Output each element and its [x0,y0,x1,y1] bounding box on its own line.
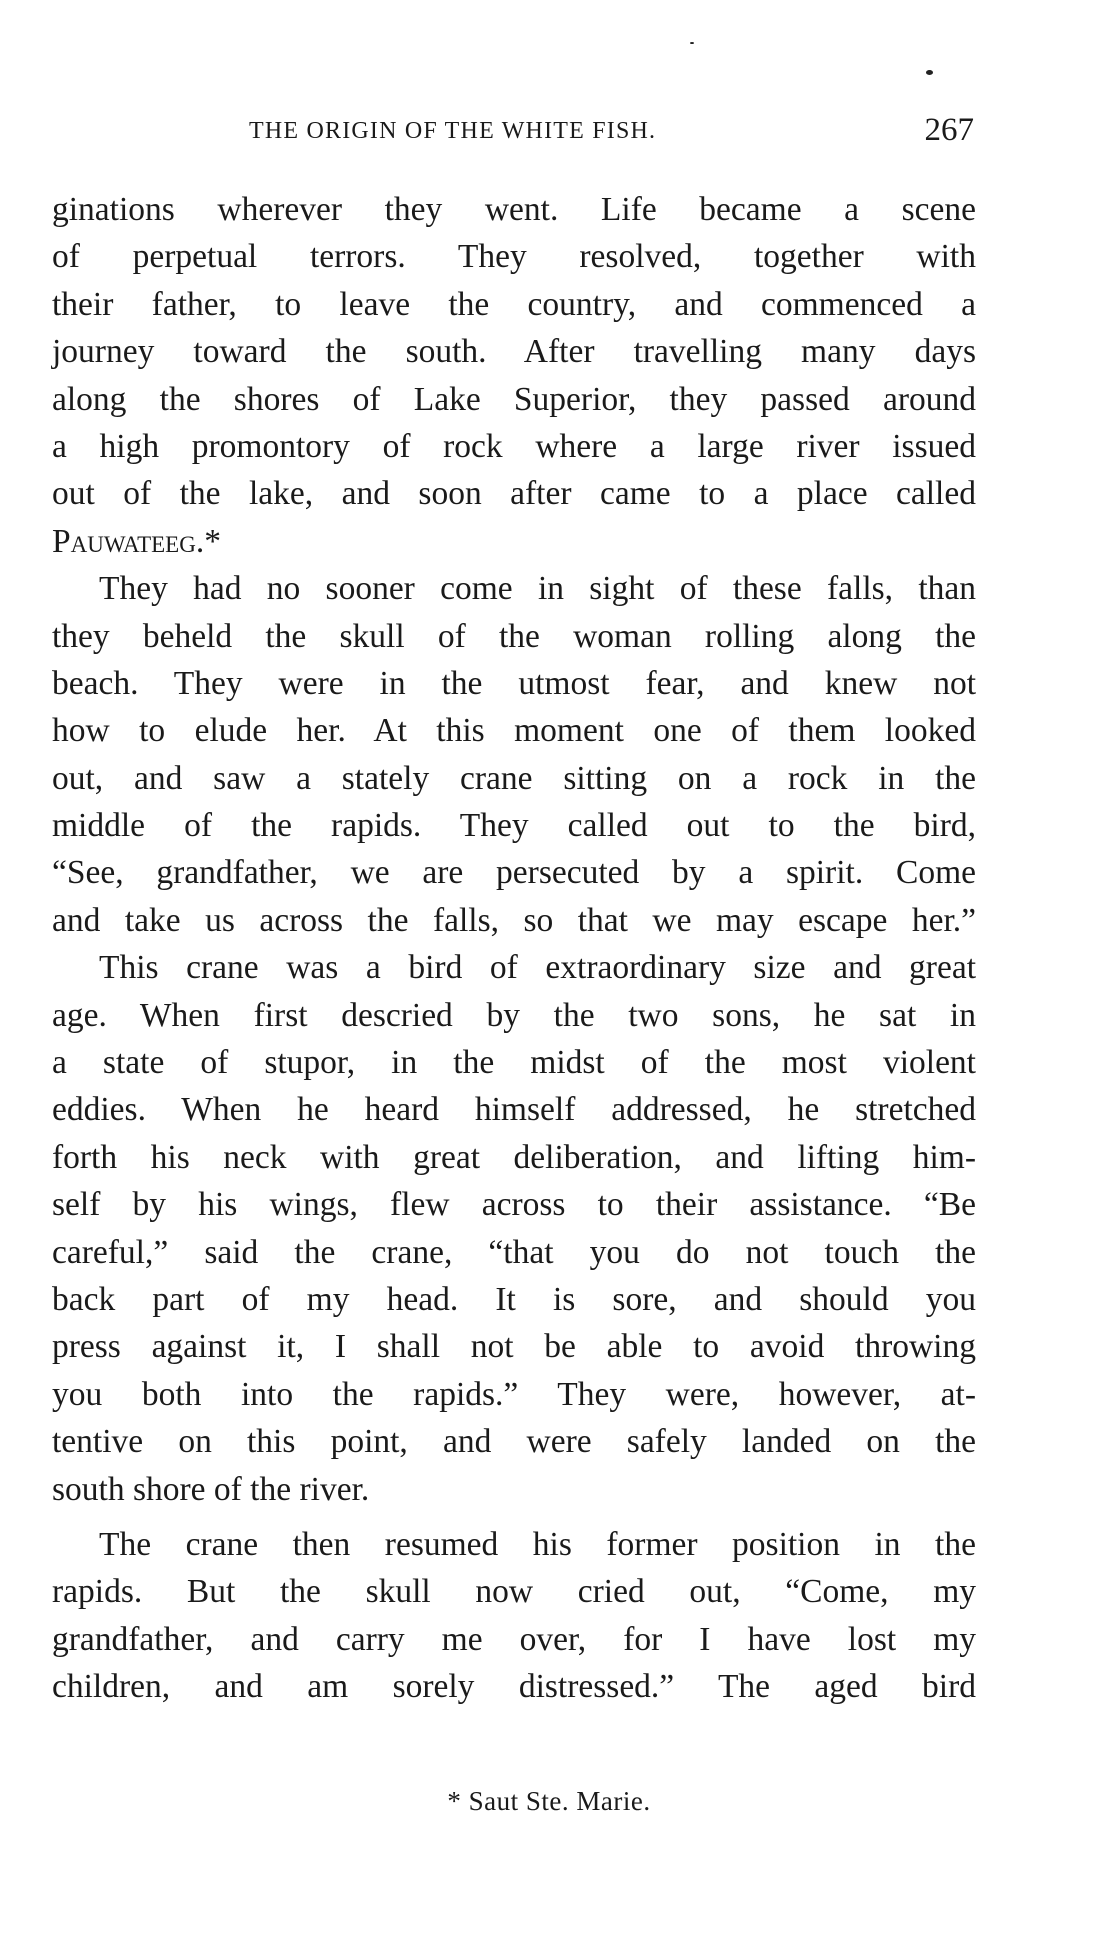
text-line: The crane then resumed his former position in the [99,1525,976,1563]
paragraph [52,565,976,944]
text-line: children, and am sorely distressed.” The aged bird [52,1668,976,1706]
text-line: out of the lake, and soon after came to a place called [52,475,976,513]
footnote: * Saut Ste. Marie. [447,1786,651,1816]
text-line: a high promontory of rock where a large river issued [52,427,976,465]
text-line: you both into the rapids.” They were, however, at- [52,1375,976,1413]
page-number: 267 [924,112,974,148]
paragraph-gap [52,1513,976,1521]
ink-speck [926,70,933,75]
text-line: out, and saw a stately crane sitting on a rock in the [52,759,976,797]
text-line: eddies. When he heard himself addressed, he stretched [52,1091,976,1129]
text-line: careful,” said the crane, “that you do not touch the [52,1233,976,1271]
text-line: journey toward the south. After travelling many days [52,333,976,371]
text-line: They had no sooner come in sight of these falls, than [99,570,976,608]
text-line: forth his neck with great deliberation, and lifting him- [52,1138,976,1176]
text-line: tentive on this point, and were safely landed on the [52,1423,976,1461]
text-line: south shore of the river. [52,1470,370,1508]
paragraph [52,186,976,565]
text-line: rapids. But the skull now cried out, “Come, my [52,1573,976,1611]
text-line: ginations wherever they went. Life became a scene [52,191,976,228]
text-line: Pauwateeg.* [52,522,221,560]
text-line: grandfather, and carry me over, for I have lost my [52,1620,976,1658]
text-line: their father, to leave the country, and commenced a [52,285,976,323]
text-line: age. When first descried by the two sons, he sat in [52,996,976,1034]
body-text [52,186,976,1711]
text-line: This crane was a bird of extraordinary size and great [99,949,976,987]
text-line: beach. They were in the utmost fear, and knew not [52,664,976,702]
paragraph [52,944,976,1513]
text-line: how to elude her. At this moment one of them looked [52,712,976,750]
running-title: THE ORIGIN OF THE WHITE FISH. [249,118,657,144]
text-line: self by his wings, flew across to their assistance. “Be [52,1186,976,1224]
ink-speck [690,42,694,44]
text-line: back part of my head. It is sore, and should you [52,1280,976,1318]
text-line: a state of stupor, in the midst of the most violent [52,1044,976,1082]
text-line: of perpetual terrors. They resolved, together with [52,238,976,276]
text-line: press against it, I shall not be able to avoid throwing [52,1328,976,1366]
text-line: they beheld the skull of the woman rolling along the [52,617,976,655]
paragraph [52,1521,976,1711]
text-line: middle of the rapids. They called out to the bird, [52,807,976,845]
text-line: along the shores of Lake Superior, they passed around [52,380,976,418]
running-header [52,112,978,156]
text-line: and take us across the falls, so that we may escape her.” [52,901,976,939]
text-line: “See, grandfather, we are persecuted by a spirit. Come [52,854,976,892]
